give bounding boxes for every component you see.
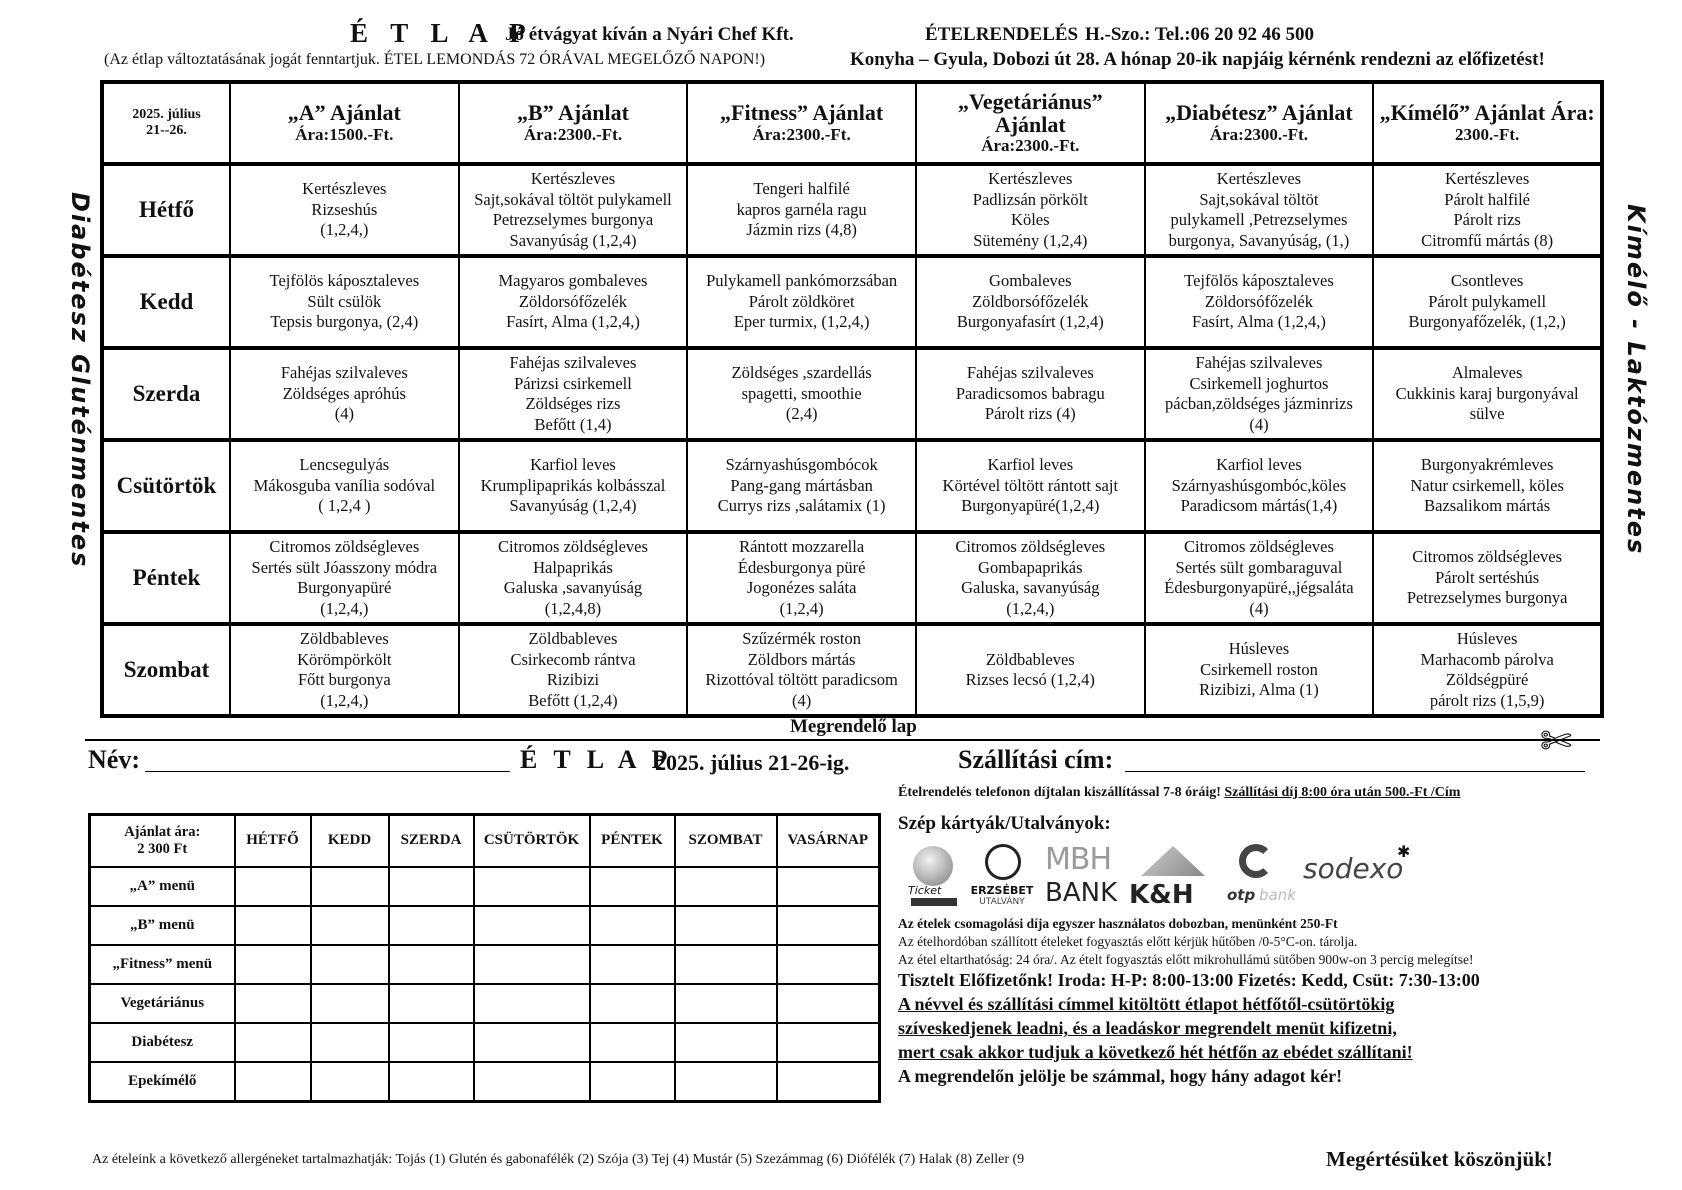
order-quantity-cell[interactable] — [777, 867, 880, 906]
dish-line: Burgonyafőzelék, (1,2,) — [1408, 312, 1566, 332]
dish-line: Citromfű mártás (8) — [1421, 230, 1554, 250]
mbh-bank-logo: MBH BANK — [1045, 842, 1118, 908]
order-grid — [88, 813, 881, 1103]
day-column-header: HÉTFŐ — [235, 815, 311, 867]
dish-line: Gombapaprikás — [978, 557, 1083, 577]
dish-line: Szűzérmék roston — [742, 629, 861, 648]
dish-line: kapros garnéla ragu — [736, 199, 867, 219]
dish-line: Húsleves — [1228, 639, 1290, 659]
packaging-info: Az ételek csomagolási díja egyszer használatos dobozban, menünként 250-Ft — [898, 916, 1338, 931]
dish-line: sülve — [1469, 404, 1505, 424]
submission-notice-1: A névvel és szállítási címmel kitöltött étlapot hétfőtől-csütörtökig — [898, 994, 1395, 1014]
dish-line: Magyaros gombaleves — [498, 271, 648, 291]
order-quantity-cell[interactable] — [675, 1062, 777, 1102]
plan-price: 2300.-Ft. — [1455, 125, 1520, 144]
menu-cell — [1145, 532, 1374, 624]
order-quantity-cell[interactable] — [474, 945, 590, 984]
dish-line: ( 1,2,4 ) — [318, 496, 371, 516]
order-quantity-cell[interactable] — [474, 1062, 590, 1102]
dish-line: Zöldborsófőzelék — [972, 291, 1089, 311]
menu-cell — [1373, 440, 1602, 532]
menu-cell — [687, 348, 916, 440]
order-row — [90, 906, 880, 945]
name-field[interactable] — [145, 771, 510, 772]
order-quantity-cell[interactable] — [311, 984, 389, 1023]
order-row-label: „B” menü — [90, 906, 235, 945]
order-quantity-cell[interactable] — [311, 945, 389, 984]
marking-instruction: A megrendelőn jelölje be számmal, hogy hány adagot kér! — [898, 1066, 1343, 1086]
order-quantity-cell[interactable] — [389, 984, 474, 1023]
menu-day-row — [102, 532, 1602, 624]
dish-line: Karfiol leves — [987, 455, 1074, 475]
menu-day-row — [102, 164, 1602, 256]
dish-line: Burgonyapüré(1,2,4) — [961, 496, 1100, 516]
dish-line: (1,2,4,) — [320, 690, 369, 710]
menu-cell — [230, 348, 459, 440]
side-label-left: Diabétesz Gluténmentes — [66, 191, 94, 569]
order-quantity-cell[interactable] — [675, 945, 777, 984]
dish-line: Fahéjas szilvaleves — [1195, 353, 1323, 372]
plan-price: Ára:2300.-Ft. — [523, 125, 623, 144]
dish-line: (1,2,4,) — [1006, 598, 1055, 618]
plan-header — [1145, 82, 1374, 164]
menu-cell — [916, 440, 1145, 532]
sodexo-logo: sodexo ✱ — [1303, 842, 1411, 885]
order-quantity-cell[interactable] — [311, 867, 389, 906]
day-name: Hétfő — [102, 164, 230, 256]
menu-cell — [230, 624, 459, 716]
dish-line: Kertészleves — [1216, 169, 1302, 188]
dish-line: Zöldorsófőzelék — [1204, 291, 1314, 311]
dish-line: Petrezselymes burgonya — [492, 210, 654, 229]
plan-name: „Vegetáriánus” — [957, 89, 1103, 114]
plan-price: Ára:2300.-Ft. — [1209, 125, 1309, 144]
dish-line: Kertészleves — [988, 169, 1073, 188]
day-column-header: SZOMBAT — [675, 815, 777, 867]
dish-line: Citromos zöldségleves — [1412, 547, 1563, 567]
order-quantity-cell[interactable] — [389, 1062, 474, 1102]
dish-line: Sajt,sokával töltöt — [1199, 189, 1319, 209]
dish-line: Natur csirkemell, köles — [1410, 475, 1564, 495]
order-quantity-cell[interactable] — [474, 984, 590, 1023]
dish-line: Főtt burgonya — [297, 670, 391, 689]
day-column-header: PÉNTEK — [590, 815, 675, 867]
dish-line: Húsleves — [1456, 629, 1518, 648]
kh-icon — [1141, 846, 1205, 876]
otp-bank-logo: otp bank — [1223, 842, 1301, 912]
plan-name: „Kímélő” Ajánlat Ára: — [1379, 100, 1595, 125]
menu-cell — [687, 256, 916, 348]
dish-line: Párolt sertéshús — [1435, 567, 1540, 587]
dish-line: pulykamell ,Petrezselymes — [1170, 210, 1348, 229]
dish-line: Jázmin rizs (4,8) — [746, 220, 857, 240]
day-column-header: CSÜTÖRTÖK — [474, 815, 590, 867]
office-hours: Tisztelt Előfizetőnk! Iroda: H-P: 8:00-13:00 Fizetés: Kedd, Csüt: 7:30-13:00 — [898, 970, 1480, 990]
dish-line: (1,2,4,) — [320, 220, 369, 240]
order-quantity-cell[interactable] — [590, 906, 675, 945]
menu-cell — [687, 624, 916, 716]
dish-line: Édesburgonyapüré,,jégsaláta — [1164, 578, 1354, 597]
menu-header-row — [102, 82, 1602, 164]
dish-line: Marhacomb párolva — [1420, 649, 1554, 669]
order-row-label: „Fitness” menü — [90, 945, 235, 984]
dish-line: Mákosguba vanília sodóval — [253, 475, 436, 495]
dish-line: Tengeri halfilé — [753, 179, 850, 199]
submission-notice-3: mert csak akkor tudjuk a következő hét hétfőn az ebédet szállítani! — [898, 1042, 1413, 1062]
menu-cell — [916, 348, 1145, 440]
order-row — [90, 867, 880, 906]
dish-line: Zöldbableves — [985, 649, 1075, 669]
dish-line: Fahéjas szilvaleves — [509, 353, 637, 372]
order-quantity-cell[interactable] — [474, 1023, 590, 1062]
order-row — [90, 1062, 880, 1102]
order-form-title: Megrendelő lap — [790, 716, 917, 737]
scissors-icon: ✄ — [1540, 719, 1572, 763]
menu-cell — [1373, 348, 1602, 440]
menu-cell — [230, 440, 459, 532]
menu-cell — [916, 256, 1145, 348]
dish-line: Fahéjas szilvaleves — [966, 363, 1094, 383]
weekly-menu-table — [100, 80, 1604, 718]
menu-day-row — [102, 624, 1602, 716]
dish-line: Párolt rizs (4) — [984, 404, 1076, 424]
dish-line: Rizottóval töltött paradicsom — [705, 670, 898, 689]
dish-line: Halpaprikás — [533, 557, 613, 577]
menu-cell — [1373, 624, 1602, 716]
order-quantity-cell[interactable] — [235, 945, 311, 984]
order-row-label: Diabétesz — [90, 1023, 235, 1062]
dish-line: (4) — [1249, 414, 1269, 434]
plan-header — [687, 82, 916, 164]
dish-line: Párolt pulykamell — [1428, 291, 1547, 311]
dish-line: Burgonyapüré — [297, 578, 392, 597]
ticket-icon — [913, 846, 953, 886]
dish-line: Kertészleves — [530, 169, 616, 188]
dish-line: Karfiol leves — [1216, 455, 1302, 475]
dish-line: Párolt halfilé — [1444, 189, 1530, 209]
menu-cell — [916, 532, 1145, 624]
dish-line: Csirkecomb rántva — [510, 649, 636, 669]
plan-name: „Diabétesz” Ajánlat — [1165, 100, 1353, 125]
dish-line: Petrezselymes burgonya — [1406, 588, 1568, 608]
dish-line: Rizseshús — [311, 199, 378, 219]
day-name: Kedd — [102, 256, 230, 348]
dish-line: Kertészleves — [302, 179, 387, 199]
order-quantity-cell[interactable] — [590, 945, 675, 984]
dish-line: Szárnyashúsgombóc,köles — [1171, 475, 1347, 495]
plan-price: Ára:2300.-Ft. — [981, 136, 1080, 155]
order-quantity-cell[interactable] — [235, 906, 311, 945]
price-header: Ajánlat ára: 2 300 Ft — [90, 815, 235, 867]
menu-cell — [916, 624, 1145, 716]
thanks-note: Megértésüket köszönjük! — [1326, 1147, 1553, 1171]
plan-header — [230, 82, 459, 164]
order-quantity-cell[interactable] — [590, 984, 675, 1023]
menu-cell — [687, 164, 916, 256]
order-etlap-date: 2025. július 21-26-ig. — [655, 750, 850, 775]
dish-line: Rántott mozzarella — [739, 537, 865, 556]
dish-line: Befőtt (1,2,4) — [528, 690, 618, 710]
dish-line: Zöldorsófőzelék — [518, 291, 628, 311]
menu-cell — [230, 532, 459, 624]
dish-line: (4) — [334, 404, 354, 424]
shelf-life-info: Az étel eltarthatóság: 24 óra/. Az ételt fogyasztás előtt mikrohullámú sütőben 900w-on 3 percig melegítse! — [898, 952, 1474, 967]
menu-cell — [1373, 256, 1602, 348]
dish-line: spagetti, smoothie — [741, 383, 862, 403]
menu-cell — [1145, 256, 1374, 348]
dish-line: Befőtt (1,4) — [534, 414, 612, 434]
day-name: Szerda — [102, 348, 230, 440]
ordering-phone: H.-Szo.: Tel.:06 20 92 46 500 — [1085, 24, 1315, 45]
order-quantity-cell[interactable] — [590, 1062, 675, 1102]
menu-cell — [687, 440, 916, 532]
delivery-info — [898, 785, 1460, 801]
address-label: Szállítási cím: — [958, 745, 1114, 774]
name-label: Név: — [88, 745, 140, 774]
kh-logo: K&H — [1127, 842, 1219, 912]
dish-line: Rizses lecsó (1,2,4) — [965, 670, 1095, 689]
menu-cell — [230, 164, 459, 256]
order-etlap-label: É T L A P — [520, 745, 673, 774]
erzsebet-logo: ERZSÉBET UTALVÁNY — [967, 842, 1037, 912]
dish-line: Jogonézes saláta — [746, 578, 857, 597]
order-quantity-cell[interactable] — [235, 867, 311, 906]
dish-line: Lencsegulyás — [299, 455, 390, 475]
day-column-header: SZERDA — [389, 815, 474, 867]
menu-cell — [230, 256, 459, 348]
order-row-label: „A” menü — [90, 867, 235, 906]
dish-line: Citromos zöldségleves — [269, 537, 420, 556]
menu-cell — [459, 348, 688, 440]
dish-line: Köles — [1011, 210, 1050, 229]
dish-line: Rizibizi, Alma (1) — [1199, 680, 1319, 700]
dish-line: (4) — [792, 690, 812, 710]
dish-line: Paradicsom mártás(1,4) — [1180, 496, 1338, 516]
dish-line: Zöldbors mártás — [747, 649, 856, 669]
dish-line: Szárnyashúsgombócok — [725, 455, 878, 475]
plan-name: „B” Ajánlat — [517, 100, 629, 125]
dish-line: Fahéjas szilvaleves — [280, 363, 408, 383]
storage-info: Az ételhordóban szállított ételeket fogyasztás előtt kérjük hűtőben /0-5°C-on. tárolja. — [898, 934, 1358, 949]
order-row — [90, 945, 880, 984]
dish-line: Párolt rizs — [1453, 210, 1521, 229]
dish-line: párolt rizs (1,5,9) — [1429, 690, 1545, 710]
order-quantity-cell[interactable] — [389, 1023, 474, 1062]
plan-header — [1373, 82, 1602, 164]
order-quantity-cell[interactable] — [235, 1062, 311, 1102]
order-quantity-cell[interactable] — [675, 906, 777, 945]
dish-line: Zöldséges rizs — [525, 394, 621, 413]
dish-line: Citromos zöldségleves — [1184, 537, 1334, 556]
ordering-label: ÉTELRENDELÉS — [925, 24, 1079, 45]
dish-line: Sütemény (1,2,4) — [973, 230, 1088, 250]
order-quantity-cell[interactable] — [311, 1062, 389, 1102]
dish-line: Padlizsán pörkölt — [972, 189, 1088, 209]
dish-line: Bazsalikom mártás — [1424, 496, 1551, 516]
menu-cell — [1145, 440, 1374, 532]
plan-header — [459, 82, 688, 164]
order-quantity-cell[interactable] — [777, 984, 880, 1023]
order-quantity-cell[interactable] — [777, 1062, 880, 1102]
day-column-header: VASÁRNAP — [777, 815, 880, 867]
cards-title: Szép kártyák/Utalványok: — [898, 813, 1111, 834]
kitchen-address: Konyha – Gyula, Dobozi út 28. A hónap 20-ik napjáig kérnénk rendezni az előfizetést! — [850, 49, 1545, 70]
dish-line: Párolt zöldköret — [748, 291, 855, 311]
order-quantity-cell[interactable] — [777, 1023, 880, 1062]
dish-line: Csirkemell roston — [1200, 659, 1318, 679]
order-row-label: Epekímélő — [90, 1062, 235, 1102]
order-quantity-cell[interactable] — [235, 1023, 311, 1062]
order-quantity-cell[interactable] — [389, 945, 474, 984]
order-quantity-cell[interactable] — [675, 867, 777, 906]
order-quantity-cell[interactable] — [590, 867, 675, 906]
menu-cell — [459, 624, 688, 716]
order-quantity-cell[interactable] — [474, 906, 590, 945]
order-row — [90, 984, 880, 1023]
dish-line: Pang-gang mártásban — [730, 475, 873, 495]
dish-line: Galuska, savanyúság — [961, 578, 1100, 597]
dish-line: Rizibizi — [546, 670, 600, 689]
dish-line: Paradicsomos babragu — [955, 383, 1105, 403]
dish-line: Gombaleves — [989, 271, 1072, 291]
dish-line: (1,2,4) — [779, 598, 824, 618]
menu-cell — [459, 256, 688, 348]
day-name: Szombat — [102, 624, 230, 716]
dish-line: Zöldbableves — [299, 629, 389, 648]
dish-line: Citromos zöldségleves — [955, 537, 1106, 556]
header-subtitle: Jó étvágyat kíván a Nyári Chef Kft. — [505, 24, 794, 45]
dish-line: Tepsis burgonya, (2,4) — [270, 312, 419, 332]
dish-line: Fasírt, Alma (1,2,4,) — [506, 312, 640, 332]
dish-line: Sült csülök — [307, 291, 382, 311]
dish-line: Körömpörkölt — [297, 649, 392, 669]
delivery-info-text: Ételrendelés telefonon díjtalan kiszállítással 7-8 óráig! — [898, 785, 1225, 800]
dish-line: Burgonyafasírt (1,2,4) — [956, 312, 1104, 332]
dish-line: Zöldséges apróhús — [282, 383, 406, 403]
menu-cell — [459, 532, 688, 624]
dish-line: Édesburgonya püré — [737, 557, 866, 577]
dish-line: Citromos zöldségleves — [498, 537, 648, 556]
dish-line: Karfiol leves — [530, 455, 616, 475]
dish-line: Galuska ,savanyúság — [503, 578, 643, 597]
side-label-right: Kímélő - Laktózmentes — [1622, 204, 1650, 556]
day-column-header: KEDD — [311, 815, 389, 867]
dish-line: burgonya, Savanyúság, (1,) — [1168, 230, 1350, 250]
order-quantity-cell[interactable] — [389, 867, 474, 906]
menu-cell — [1145, 624, 1374, 716]
day-name: Péntek — [102, 532, 230, 624]
dish-line: Krumplipaprikás kolbásszal — [480, 475, 666, 495]
plan-price: Ára:1500.-Ft. — [295, 125, 394, 144]
menu-cell — [1145, 164, 1374, 256]
menu-cell — [459, 440, 688, 532]
dish-line: Cukkinis karaj burgonyával — [1395, 383, 1579, 403]
dish-line: Sertés sült Jóasszony módra — [251, 557, 438, 577]
plan-name-2: Ajánlat — [994, 112, 1066, 137]
dish-line: Sertés sült gombaraguval — [1175, 557, 1343, 577]
dish-line: Körtével töltött rántott sajt — [942, 475, 1119, 495]
order-quantity-cell[interactable] — [675, 984, 777, 1023]
dish-line: Burgonyakrémleves — [1420, 455, 1554, 475]
week-date: 2025. július 21--26. — [102, 82, 230, 164]
dish-line: Kertészleves — [1444, 169, 1530, 188]
dish-line: Pulykamell pankómorzsában — [706, 271, 898, 291]
menu-cell — [687, 532, 916, 624]
plan-name: „A” Ajánlat — [287, 100, 401, 125]
dish-line: pácban,zöldséges jázminrizs — [1165, 394, 1353, 413]
otp-icon — [1239, 844, 1273, 878]
cut-line — [85, 739, 1600, 741]
order-row-label: Vegetáriánus — [90, 984, 235, 1023]
order-quantity-cell[interactable] — [311, 1023, 389, 1062]
plan-header — [916, 82, 1145, 164]
order-row — [90, 1023, 880, 1062]
menu-day-row — [102, 348, 1602, 440]
delivery-fee-text: Szállítási díj 8:00 óra után 500.-Ft /Cím — [1224, 785, 1461, 800]
submission-notice-2: szíveskedjenek leadni, és a leadáskor megrendelt menüt kifizetni, — [898, 1018, 1397, 1038]
dish-line: (1,2,4,8) — [544, 598, 602, 618]
dish-line: Zöldbableves — [528, 629, 618, 648]
dish-line: (2,4) — [785, 404, 818, 424]
dish-line: Almaleves — [1451, 363, 1523, 383]
order-quantity-cell[interactable] — [777, 945, 880, 984]
dish-line: Savanyúság (1,2,4) — [509, 230, 637, 250]
dish-line: Csirkemell joghurtos — [1189, 373, 1329, 393]
plan-price: Ára:2300.-Ft. — [752, 125, 851, 144]
erzsebet-icon — [985, 844, 1021, 880]
day-name: Csütörtök — [102, 440, 230, 532]
order-quantity-cell[interactable] — [311, 906, 389, 945]
dish-line: (4) — [1249, 598, 1269, 618]
dish-line: Currys rizs ,salátamix (1) — [717, 496, 886, 516]
order-quantity-cell[interactable] — [590, 1023, 675, 1062]
order-quantity-cell[interactable] — [235, 984, 311, 1023]
menu-day-row — [102, 440, 1602, 532]
ticket-logo: Ticket — [905, 842, 963, 912]
dish-line: Sajt,sokával töltöt pulykamell — [474, 189, 672, 209]
order-quantity-cell[interactable] — [389, 906, 474, 945]
dish-line: Csontleves — [1450, 271, 1524, 291]
order-quantity-cell[interactable] — [474, 867, 590, 906]
page-title: É T L A P — [350, 18, 534, 48]
allergen-legend: Az ételeink a következő allergéneket tartalmazhatják: Tojás (1) Glutén és gabonafélék (2) Szója (3) Tej (4) Mustár (5) Szezámmag (6) Diófélék (7) Halak (8) Zeller (9 — [92, 1152, 1025, 1167]
order-quantity-cell[interactable] — [675, 1023, 777, 1062]
dish-line: Tejfölös káposztaleves — [269, 271, 420, 291]
dish-line: Savanyúság (1,2,4) — [509, 496, 637, 516]
plan-name: „Fitness” Ajánlat — [720, 100, 884, 125]
header-notice: (Az étlap változtatásának jogát fenntartjuk. ÉTEL LEMONDÁS 72 ÓRÁVAL MEGELŐZŐ NAPON!) — [104, 51, 766, 68]
star-icon: ✱ — [1397, 842, 1411, 861]
menu-cell — [916, 164, 1145, 256]
menu-cell — [1145, 348, 1374, 440]
menu-day-row — [102, 256, 1602, 348]
dish-line: Zöldséges ,szardellás — [731, 363, 872, 383]
menu-cell — [1373, 532, 1602, 624]
dish-line: Tejfölös káposztaleves — [1184, 271, 1334, 291]
menu-cell — [459, 164, 688, 256]
menu-cell — [1373, 164, 1602, 256]
dish-line: Fasírt, Alma (1,2,4,) — [1192, 312, 1326, 332]
dish-line: Párizsi csirkemell — [514, 373, 632, 393]
dish-line: Eper turmix, (1,2,4,) — [733, 312, 870, 332]
address-field[interactable] — [1125, 771, 1585, 772]
dish-line: (1,2,4,) — [320, 598, 369, 618]
order-quantity-cell[interactable] — [777, 906, 880, 945]
accepted-cards — [905, 842, 1425, 912]
dish-line: Zöldségpüré — [1445, 670, 1529, 689]
header-row — [100, 18, 1680, 48]
